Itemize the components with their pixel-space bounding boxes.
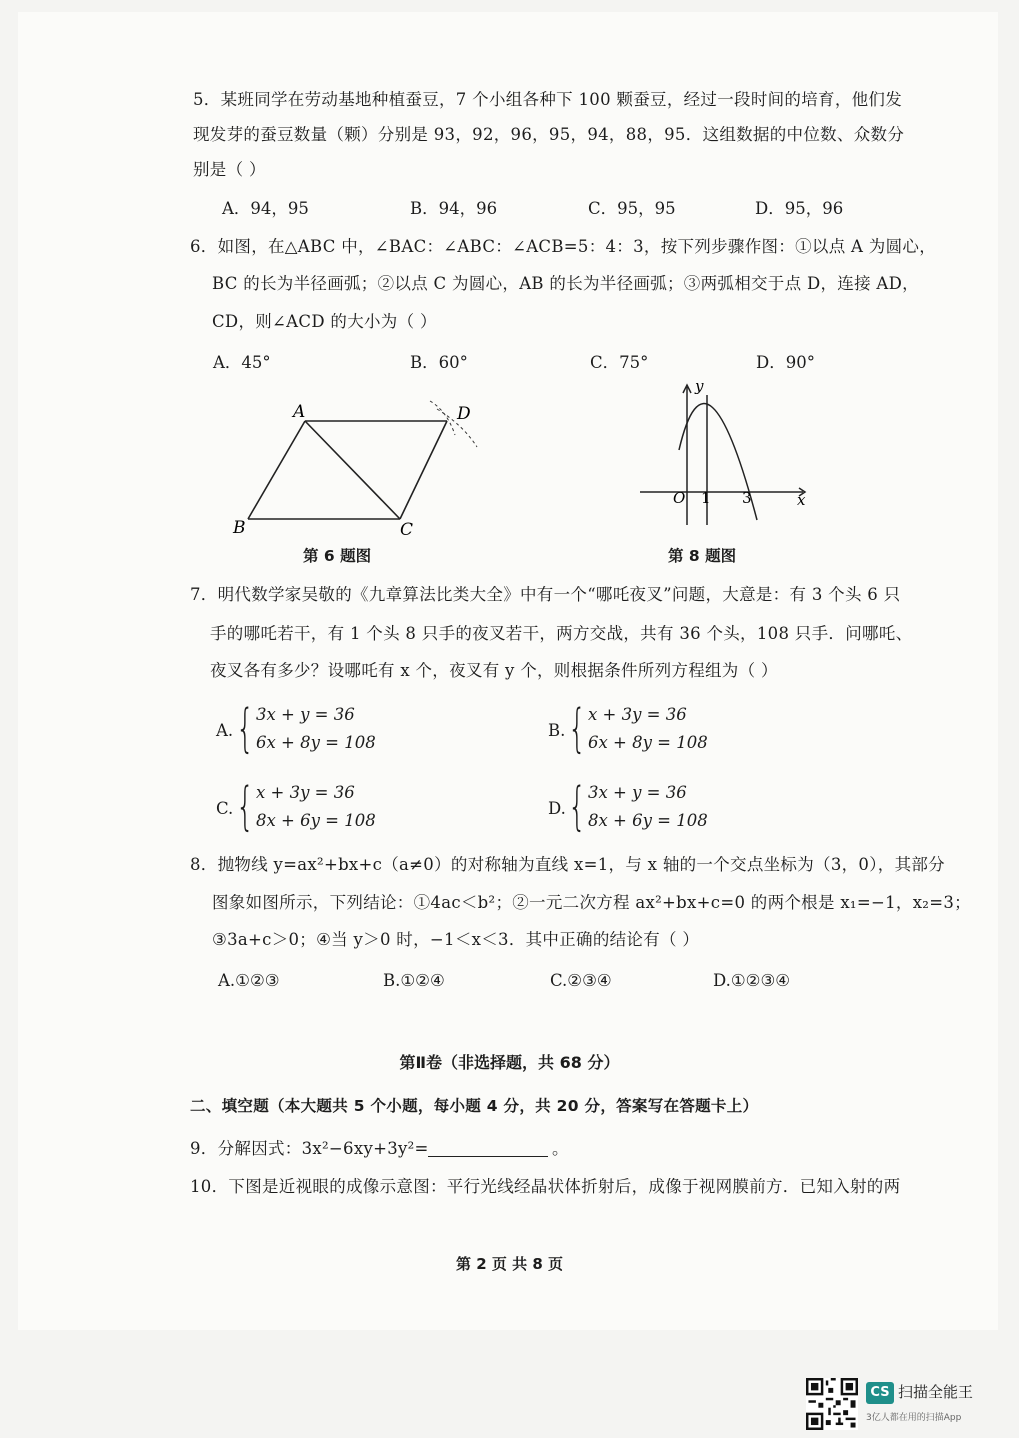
q7-option-b: B. { x + 3y = 36 6x + 8y = 108 — [548, 699, 708, 759]
q8-option-b: B.①②④ — [383, 971, 445, 990]
q10-line1: 10．下图是近视眼的成像示意图：平行光线经晶状体折射后，成像于视网膜前方．已知入射的两 — [190, 1177, 901, 1196]
q7-option-a: A. { 3x + y = 36 6x + 8y = 108 — [216, 699, 376, 759]
label-three: 3 — [742, 489, 752, 507]
q7-option-d: D. { 3x + y = 36 8x + 6y = 108 — [548, 777, 708, 837]
q7-line2: 手的哪吒若干，有 1 个头 8 只手的夜叉若干，两方交战，共有 36 个头，108 只手．问哪吒、 — [210, 624, 913, 643]
figure-8-caption: 第 8 题图 — [668, 547, 737, 565]
q8-option-c: C.②③④ — [550, 971, 612, 990]
q7-option-c: C. { x + 3y = 36 8x + 6y = 108 — [216, 777, 376, 837]
q8-line3: ③3a+c＞0；④当 y＞0 时，−1＜x＜3．其中正确的结论有（ ） — [212, 930, 700, 949]
brace: { — [568, 699, 587, 759]
label-y: y — [695, 377, 704, 395]
q7-line1: 7．明代数学家吴敬的《九章算法比类大全》中有一个“哪吒夜叉”问题，大意是：有 3 个头 6 只 — [190, 585, 901, 604]
segment-ac — [305, 421, 400, 519]
scanner-brand: 扫描全能王 — [898, 1383, 974, 1401]
q6-line1: 6．如图，在△ABC 中，∠BAC：∠ABC：∠ACB=5：4：3，按下列步骤作图：①以点 A 为圆心， — [190, 237, 937, 256]
q6-option-d: D．90° — [756, 353, 815, 372]
q6-option-c: C．75° — [590, 353, 649, 372]
q5-option-a: A．94，95 — [222, 199, 309, 218]
scanner-slogan: 3亿人都在用的扫描App — [866, 1413, 962, 1423]
q9-text: 9．分解因式：3x²−6xy+3y²= — [190, 1139, 429, 1158]
figure-8-graph — [635, 375, 820, 535]
label-c: C — [400, 520, 414, 540]
q5-option-b: B．94，96 — [410, 199, 498, 218]
scanner-watermark — [806, 1378, 996, 1438]
label-x: x — [797, 491, 806, 509]
q6-option-b: B．60° — [410, 353, 468, 372]
q8-option-d: D.①②③④ — [713, 971, 791, 990]
label-origin: O — [673, 489, 686, 507]
q6-line3: CD，则∠ACD 的大小为（ ） — [212, 312, 437, 331]
label-b: B — [233, 518, 246, 538]
q9-end: 。 — [552, 1139, 569, 1158]
q7-line3: 夜叉各有多少？设哪吒有 x 个，夜叉有 y 个，则根据条件所列方程组为（ ） — [210, 661, 778, 680]
brace: { — [236, 777, 255, 837]
q9-answer-blank — [428, 1156, 548, 1157]
figure-6-diagram — [225, 395, 495, 540]
label-a: A — [293, 402, 306, 422]
brace: { — [236, 699, 255, 759]
q5-option-d: D．95，96 — [755, 199, 844, 218]
segment-cd — [400, 421, 447, 519]
camscanner-logo: CS — [866, 1382, 894, 1404]
section-2-title: 第Ⅱ卷（非选择题，共 68 分） — [399, 1053, 620, 1072]
qr-code-icon — [806, 1378, 858, 1430]
q6-line2: BC 的长为半径画弧；②以点 C 为圆心，AB 的长为半径画弧；③两弧相交于点 D，连接 AD， — [212, 274, 919, 293]
q8-line1: 8．抛物线 y=ax²+bx+c（a≠0）的对称轴为直线 x=1，与 x 轴的一个交点坐标为（3，0），其部分 — [190, 855, 945, 874]
segment-ab — [248, 421, 305, 519]
page-number: 第 2 页 共 8 页 — [456, 1255, 563, 1273]
q6-option-a: A．45° — [213, 353, 271, 372]
q5-line1: 5．某班同学在劳动基地种植蚕豆，7 个小组各种下 100 颗蚕豆，经过一段时间的培育，他们发 — [193, 90, 903, 109]
figure-6-caption: 第 6 题图 — [303, 547, 372, 565]
fill-in-heading: 二、填空题（本大题共 5 个小题，每小题 4 分，共 20 分，答案写在答题卡上） — [190, 1097, 759, 1115]
label-one: 1 — [701, 489, 711, 507]
brace: { — [568, 777, 587, 837]
q5-line3: 别是（ ） — [193, 160, 266, 179]
q5-line2: 现发芽的蚕豆数量（颗）分别是 93，92，96，95，94，88，95．这组数据的中位数、众数分 — [193, 125, 905, 144]
q8-line2: 图象如图所示，下列结论：①4ac＜b²；②一元二次方程 ax²+bx+c=0 的两个根是 x₁=−1，x₂=3； — [212, 893, 971, 912]
q5-option-c: C．95，95 — [588, 199, 676, 218]
label-d: D — [457, 404, 471, 424]
q8-option-a: A.①②③ — [218, 971, 280, 990]
